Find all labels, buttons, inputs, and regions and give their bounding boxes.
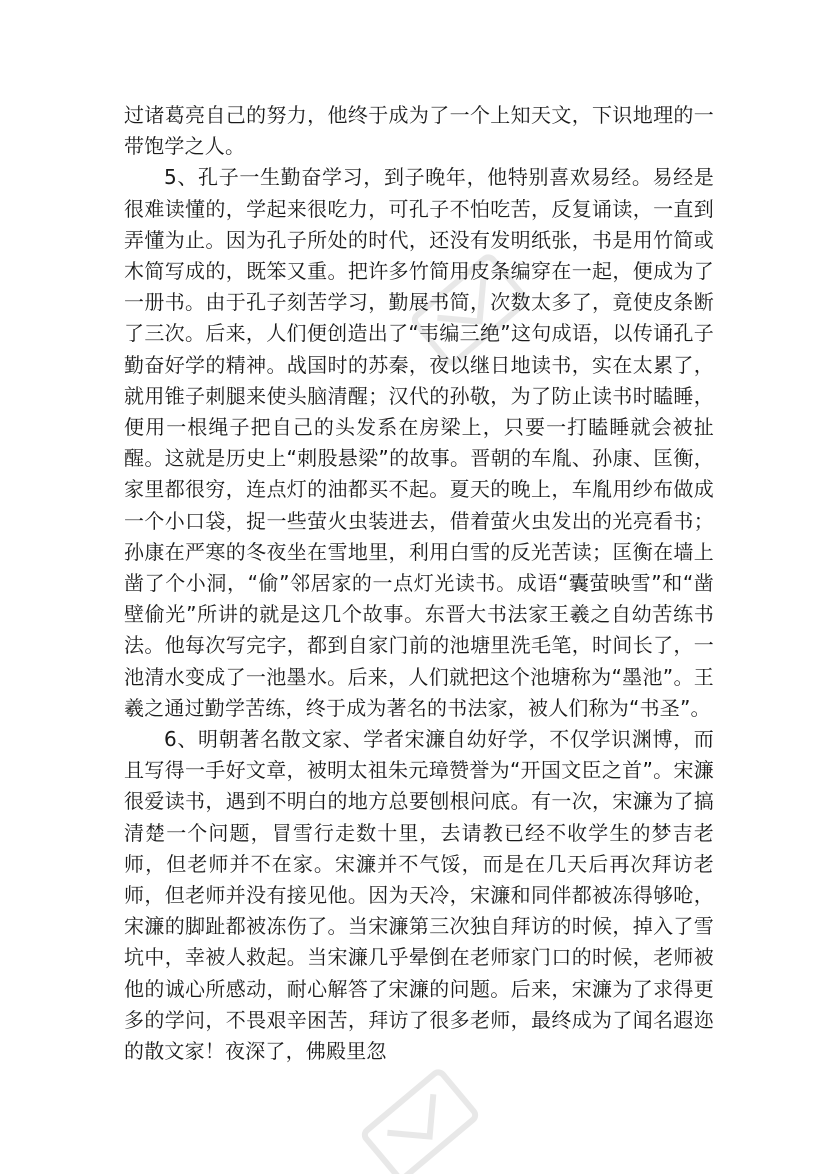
paragraph-5: 5、孔子一生勤奋学习，到子晚年，他特别喜欢易经。易经是很难读懂的，学起来很吃力，可孔子不怕吃苦，反复诵读，一直到弄懂为止。因为孔子所处的时代，还没有发明纸张，书是用竹简或木简写成的，既笨又重。把许多竹简用皮条编穿在一起，便成为了一册书。由于孔子刻苦学习，勤展书简，次数太多了，竟使皮条断了三次。后来，人们便创造出了“韦编三绝”这句成语，以传诵孔子勤奋好学的精神。战国时的苏秦，夜以继日地读书，实在太累了，就用锥子刺腿来使头脑清醒；汉代的孙敬，为了防止读书时瞌睡，便用一根绳子把自己的头发系在房梁上，只要一打瞌睡就会被扯醒。这就是历史上“刺股悬梁”的故事。晋朝的车胤、孙康、匡衡，家里都很穷，连点灯的油都买不起。夏天的晚上，车胤用纱布做成一个小口袋，捉一些萤火虫装进去，借着萤火虫发出的光亮看书；孙康在严寒的冬夜坐在雪地里，利用白雪的反光苦读；匡衡在墙上凿了个小洞，“偷”邻居家的一点灯光读书。成语“囊萤映雪”和“凿壁偷光”所讲的就是这几个故事。东晋大书法家王羲之自幼苦练书法。他每次写完字，都到自家门前的池塘里洗毛笔，时间长了，一池清水变成了一池墨水。后来，人们就把这个池塘称为“墨池”。王羲之通过勤学苦练，终于成为著名的书法家，被人们称为“书圣”。 xyxy=(124,165,714,720)
watermark-icon xyxy=(345,1050,495,1174)
paragraph-6: 6、明朝著名散文家、学者宋濂自幼好学，不仅学识渊博，而且写得一手好文章，被明太祖朱元璋赞誉为“开国文臣之首”。宋濂很爱读书，遇到不明白的地方总要刨根问底。有一次，宋濂为了搞清楚一个问题，冒雪行走数十里，去请教已经不收学生的梦吉老师，但老师并不在家。宋濂并不气馁，而是在几天后再次拜访老师，但老师并没有接见他。因为天冷，宋濂和同伴都被冻得够呛，宋濂的脚趾都被冻伤了。当宋濂第三次独自拜访的时候，掉入了雪坑中，幸被人救起。当宋濂几乎晕倒在老师家门口的时候，老师被他的诚心所感动，耐心解答了宋濂的问题。后来，宋濂为了求得更多的学问，不畏艰辛困苦，拜访了很多老师，最终成为了闻名遐迩的散文家！夜深了，佛殿里忽 xyxy=(124,727,714,1064)
paragraph-continued: 过诸葛亮自己的努力，他终于成为了一个上知天文，下识地理的一带饱学之人。 xyxy=(124,103,714,159)
document-body xyxy=(124,100,714,1067)
